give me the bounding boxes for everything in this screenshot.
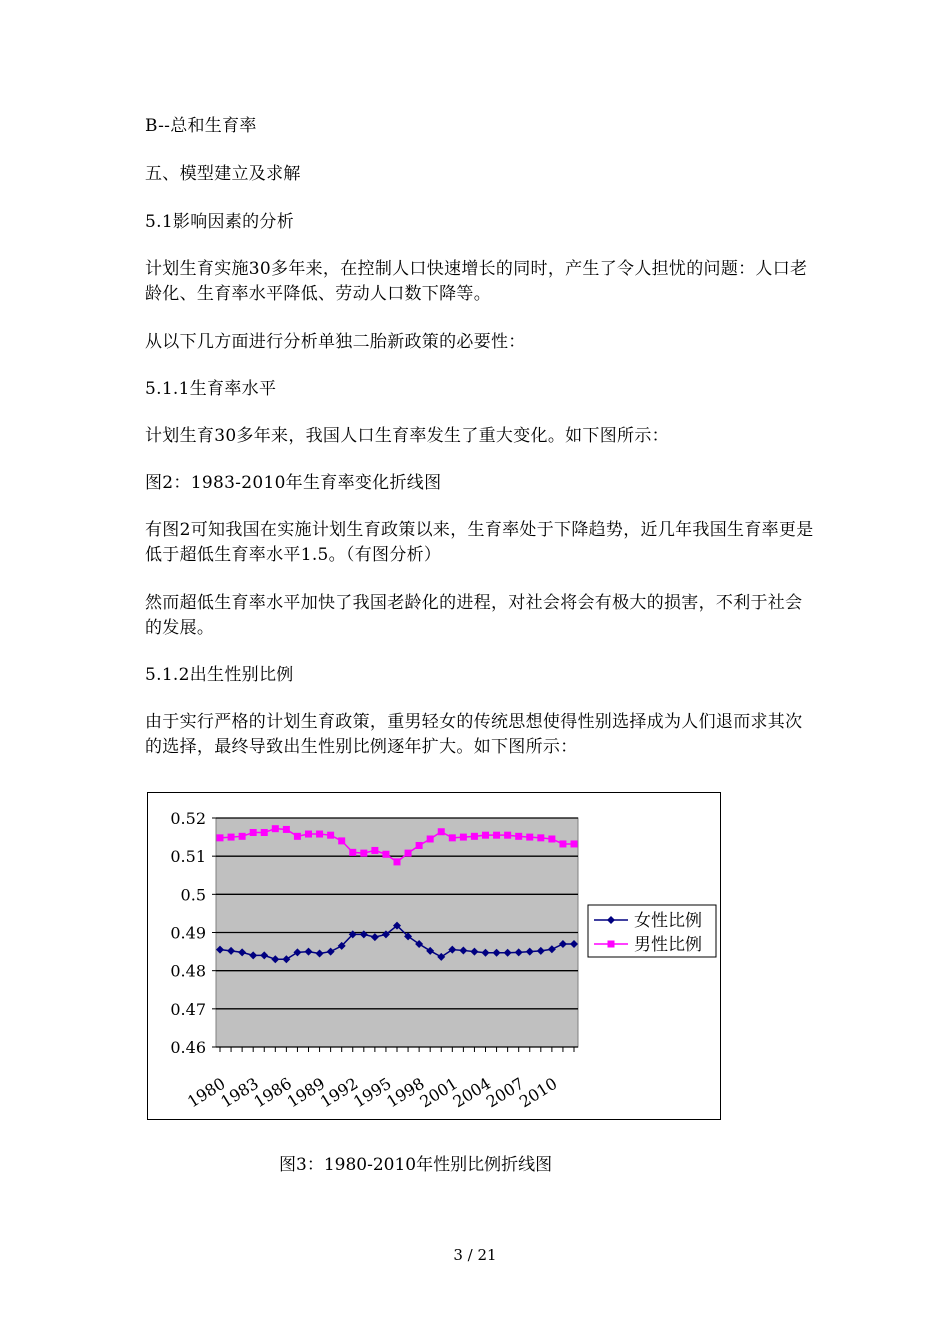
y-tick-label: 0.52	[170, 809, 206, 828]
male-ratio-point	[283, 826, 290, 833]
male-ratio-point	[548, 835, 555, 842]
male-ratio-point	[217, 834, 224, 841]
male-ratio-point	[504, 832, 511, 839]
x-tick-label: 2004	[449, 1073, 495, 1112]
paragraph-fertility-change: 计划生育30多年来，我国人口生育率发生了重大变化。如下图所示：	[145, 426, 669, 446]
male-ratio-point	[382, 851, 389, 858]
male-ratio-point	[571, 840, 578, 847]
male-ratio-point	[416, 842, 423, 849]
male-ratio-point	[537, 834, 544, 841]
y-tick-label: 0.46	[170, 1038, 206, 1057]
male-ratio-point	[305, 831, 312, 838]
male-ratio-point	[427, 835, 434, 842]
male-ratio-point	[327, 832, 334, 839]
male-ratio-point	[493, 832, 500, 839]
x-tick-label: 2001	[416, 1073, 461, 1112]
male-ratio-point	[449, 834, 456, 841]
y-tick-label: 0.51	[170, 847, 206, 867]
paragraph-aging-impact: 然而超低生育率水平加快了我国老龄化的进程，对社会将会有极大的损害，不利于社会的发展。	[145, 593, 803, 638]
x-tick-label: 1992	[316, 1073, 362, 1112]
male-ratio-point	[482, 832, 489, 839]
male-ratio-point	[239, 833, 246, 840]
y-tick-label: 0.49	[170, 923, 206, 943]
legend-swatch-marker	[608, 941, 615, 948]
heading-section-5: 五、模型建立及求解	[145, 164, 301, 184]
paragraph-analysis-aspects: 从以下几方面进行分析单独二胎新政策的必要性：	[145, 332, 526, 352]
x-tick-label: 1983	[217, 1073, 262, 1112]
male-ratio-point	[294, 833, 301, 840]
figure-3-caption: 图3：1980-2010年性别比例折线图	[279, 1155, 553, 1175]
legend-label-female: 女性比例	[634, 911, 702, 931]
x-tick-label: 1989	[283, 1073, 329, 1112]
male-ratio-point	[559, 840, 566, 847]
heading-5-1-2: 5.1.2出生性别比例	[145, 665, 294, 685]
male-ratio-point	[515, 833, 522, 840]
x-tick-label: 1995	[349, 1073, 395, 1112]
x-tick-label: 1998	[383, 1073, 428, 1112]
x-tick-label: 1986	[250, 1073, 296, 1112]
paragraph-sex-ratio-expansion: 由于实行严格的计划生育政策，重男轻女的传统思想使得性别选择成为人们退而求其次的选择，最终导致出生性别比例逐年扩大。如下图所示：	[145, 712, 803, 757]
male-ratio-point	[360, 850, 367, 857]
paragraph-fertility-decline: 有图2可知我国在实施计划生育政策以来，生育率处于下降趋势，近几年我国生育率更是低于超低生育率水平1.5。（有图分析）	[145, 520, 814, 565]
male-ratio-point	[526, 834, 533, 841]
male-ratio-point	[471, 833, 478, 840]
y-tick-label: 0.48	[170, 961, 206, 981]
male-ratio-point	[250, 829, 257, 836]
legend-label-male: 男性比例	[634, 935, 702, 955]
male-ratio-point	[338, 837, 345, 844]
figure-2-caption: 图2：1983-2010年生育率变化折线图	[145, 473, 442, 493]
male-ratio-point	[349, 849, 356, 856]
male-ratio-point	[272, 825, 279, 832]
y-tick-label: 0.5	[180, 885, 206, 905]
y-tick-label: 0.47	[170, 999, 206, 1019]
page-number: 3 / 21	[453, 1246, 497, 1264]
male-ratio-point	[261, 829, 268, 836]
heading-5-1-1: 5.1.1生育率水平	[145, 379, 277, 399]
male-ratio-point	[438, 828, 445, 835]
sex-ratio-chart-svg	[148, 793, 720, 1119]
male-ratio-point	[460, 834, 467, 841]
heading-5-1: 5.1影响因素的分析	[145, 212, 295, 232]
male-ratio-point	[371, 847, 378, 854]
male-ratio-point	[405, 850, 412, 857]
paragraph-family-planning-issues: 计划生育实施30多年来，在控制人口快速增长的同时，产生了令人担忧的问题：人口老龄化、生育率水平降低、劳动人口数下降等。	[145, 259, 808, 304]
male-ratio-point	[228, 834, 235, 841]
male-ratio-point	[394, 858, 401, 865]
sex-ratio-chart	[147, 792, 721, 1120]
x-tick-label: 2007	[482, 1073, 528, 1112]
male-ratio-point	[316, 831, 323, 838]
x-tick-label: 1980	[184, 1073, 229, 1112]
x-tick-label: 2010	[515, 1073, 561, 1112]
paragraph-b-total-fertility: B--总和生育率	[145, 116, 257, 136]
